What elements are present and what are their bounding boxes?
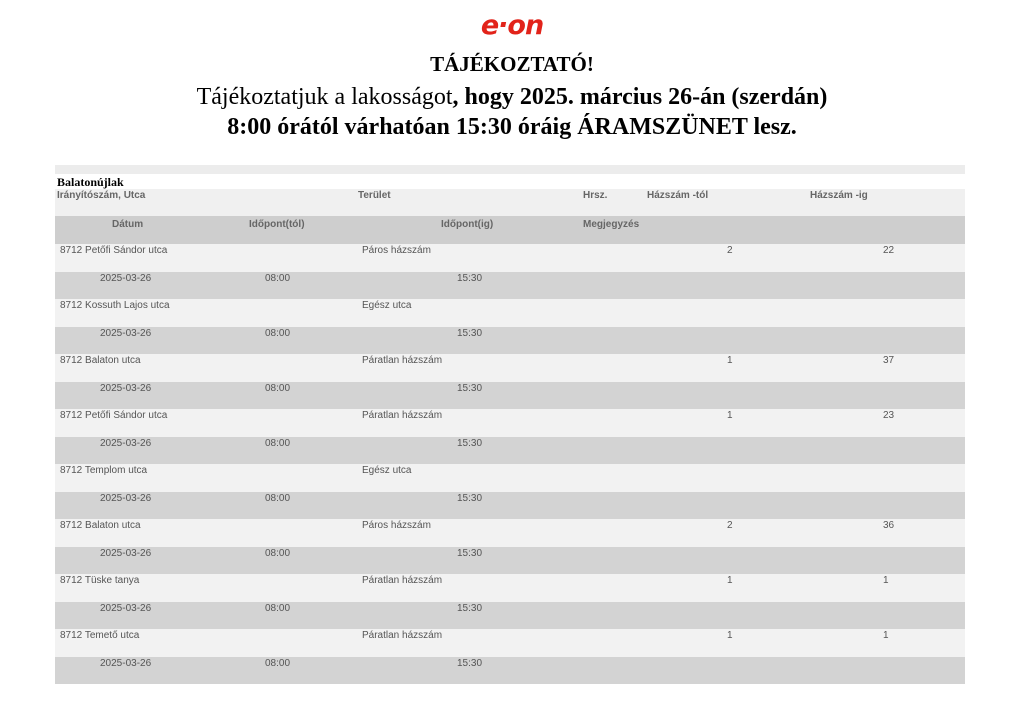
header-row-time — [55, 216, 965, 244]
end-time-cell: 15:30 — [457, 603, 483, 614]
table-row-detail — [55, 437, 965, 464]
header-zip-street: Irányítószám, Utca — [57, 190, 146, 201]
table-row — [55, 244, 965, 272]
end-time-cell: 15:30 — [457, 438, 483, 449]
area-cell: Páratlan házszám — [362, 575, 443, 586]
table-row — [55, 519, 965, 547]
header-time-from: Időpont(tól) — [249, 219, 305, 230]
settlement-name: Balatonújlak — [57, 175, 124, 189]
start-time-cell: 08:00 — [265, 273, 291, 284]
end-time-cell: 15:30 — [457, 273, 483, 284]
header-time-to: Időpont(ig) — [441, 219, 494, 230]
notice-line-1-bold: , hogy 2025. március 26-án (szerdán) — [452, 84, 828, 110]
eon-logo: e·on — [480, 10, 544, 41]
header-house-to: Házszám -ig — [810, 190, 868, 201]
start-time-cell: 08:00 — [265, 328, 291, 339]
street-cell: 8712 Templom utca — [60, 465, 148, 476]
notice-line-1-normal: Tájékoztatjuk a lakosságot — [196, 84, 453, 110]
end-time-cell: 15:30 — [457, 548, 483, 559]
start-time-cell: 08:00 — [265, 548, 291, 559]
house-from-cell: 1 — [727, 355, 733, 366]
end-time-cell: 15:30 — [457, 383, 483, 394]
street-cell: 8712 Petőfi Sándor utca — [60, 245, 168, 256]
header-house-from: Házszám -tól — [647, 190, 709, 201]
header-row-location — [55, 189, 965, 216]
table-row-detail — [55, 327, 965, 354]
house-from-cell: 1 — [727, 630, 733, 641]
start-time-cell: 08:00 — [265, 603, 291, 614]
house-from-cell: 1 — [727, 575, 733, 586]
notice-line-1 — [0, 84, 1024, 111]
header-area: Terület — [358, 190, 391, 201]
date-cell: 2025-03-26 — [100, 328, 152, 339]
header-note: Megjegyzés — [583, 219, 640, 230]
table-row-detail — [55, 492, 965, 519]
house-from-cell: 1 — [727, 410, 733, 421]
date-cell: 2025-03-26 — [100, 273, 152, 284]
date-cell: 2025-03-26 — [100, 438, 152, 449]
house-to-cell: 22 — [883, 245, 895, 256]
notice-line-2: 8:00 órától várhatóan 15:30 óráig ÁRAMSZÜNET lesz. — [227, 114, 797, 140]
area-cell: Páratlan házszám — [362, 410, 443, 421]
street-cell: 8712 Balaton utca — [60, 520, 141, 531]
date-cell: 2025-03-26 — [100, 493, 152, 504]
start-time-cell: 08:00 — [265, 658, 291, 669]
table-row — [55, 464, 965, 492]
house-to-cell: 23 — [883, 410, 895, 421]
notice-title: TÁJÉKOZTATÓ! — [430, 52, 594, 76]
street-cell: 8712 Balaton utca — [60, 355, 141, 366]
house-to-cell: 36 — [883, 520, 895, 531]
house-to-cell: 37 — [883, 355, 895, 366]
date-cell: 2025-03-26 — [100, 548, 152, 559]
table-row — [55, 409, 965, 437]
end-time-cell: 15:30 — [457, 328, 483, 339]
start-time-cell: 08:00 — [265, 438, 291, 449]
start-time-cell: 08:00 — [265, 493, 291, 504]
header-date: Dátum — [112, 219, 144, 230]
area-cell: Egész utca — [362, 465, 412, 476]
street-cell: 8712 Petőfi Sándor utca — [60, 410, 168, 421]
table-row-detail — [55, 602, 965, 629]
street-cell: 8712 Tüske tanya — [60, 575, 140, 586]
house-from-cell: 2 — [727, 520, 733, 531]
header-hrsz: Hrsz. — [583, 190, 608, 201]
table-row-detail — [55, 657, 965, 684]
table-row-detail — [55, 547, 965, 574]
area-cell: Páratlan házszám — [362, 630, 443, 641]
table-row — [55, 299, 965, 327]
table-top-strip — [55, 165, 965, 174]
date-cell: 2025-03-26 — [100, 658, 152, 669]
end-time-cell: 15:30 — [457, 658, 483, 669]
start-time-cell: 08:00 — [265, 383, 291, 394]
area-cell: Páratlan házszám — [362, 355, 443, 366]
table-row — [55, 629, 965, 657]
table-row-detail — [55, 382, 965, 409]
end-time-cell: 15:30 — [457, 493, 483, 504]
table-row — [55, 354, 965, 382]
date-cell: 2025-03-26 — [100, 383, 152, 394]
house-from-cell: 2 — [727, 245, 733, 256]
date-cell: 2025-03-26 — [100, 603, 152, 614]
area-cell: Páros házszám — [362, 245, 431, 256]
house-to-cell: 1 — [883, 575, 889, 586]
outage-table — [55, 165, 965, 687]
street-cell: 8712 Temető utca — [60, 630, 140, 641]
house-to-cell: 1 — [883, 630, 889, 641]
street-cell: 8712 Kossuth Lajos utca — [60, 300, 170, 311]
area-cell: Páros házszám — [362, 520, 431, 531]
table-row-detail — [55, 272, 965, 299]
area-cell: Egész utca — [362, 300, 412, 311]
table-row — [55, 574, 965, 602]
